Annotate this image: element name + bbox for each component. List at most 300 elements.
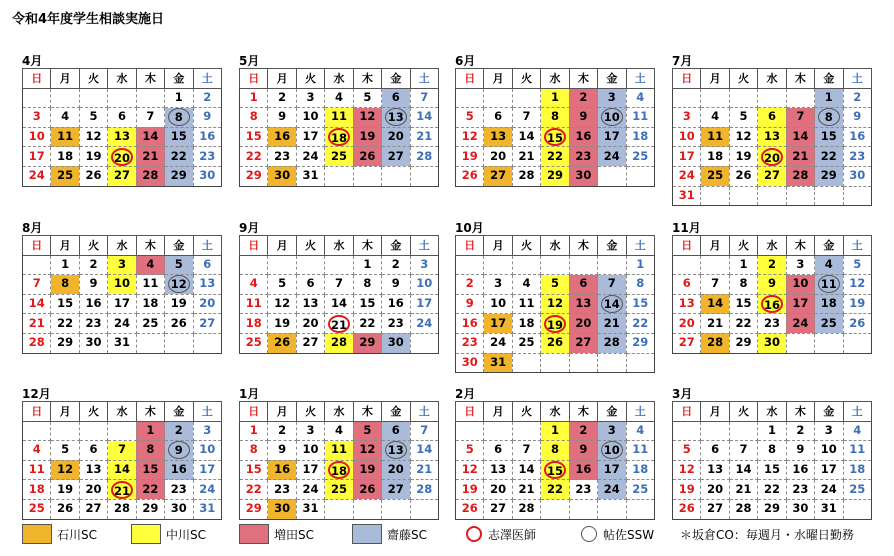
day-cell (193, 255, 221, 275)
day-number: 17 (28, 148, 45, 163)
day-number: 14 (601, 295, 623, 313)
day-number: 29 (170, 168, 187, 183)
day-number: 15 (763, 462, 780, 477)
empty-day-cell (512, 353, 540, 373)
legend-swatch-masuda (239, 524, 269, 544)
day-number: 10 (601, 441, 623, 459)
day-cell (786, 127, 814, 147)
day-cell (79, 333, 107, 353)
day-number: 27 (763, 168, 780, 183)
day-cell (815, 499, 843, 519)
day-cell (843, 480, 871, 500)
day-number: 11 (818, 275, 840, 293)
day-cell (843, 441, 871, 461)
day-cell (382, 314, 410, 334)
day-cell (193, 421, 221, 441)
day-cell (598, 480, 626, 500)
day-number: 25 (707, 168, 724, 183)
day-number: 24 (199, 481, 216, 496)
day-cell (512, 294, 540, 314)
empty-day-cell (410, 499, 438, 519)
day-cell (598, 147, 626, 167)
day-cell (51, 275, 79, 295)
day-cell (296, 275, 324, 295)
day-cell (541, 441, 569, 461)
day-number: 26 (461, 168, 478, 183)
day-number: 2 (278, 89, 287, 104)
day-number: 4 (334, 422, 343, 437)
day-number: 19 (544, 315, 566, 333)
day-number: 18 (328, 128, 350, 146)
day-cell (382, 88, 410, 108)
empty-day-cell (673, 421, 701, 441)
empty-day-cell (626, 353, 654, 373)
day-number: 4 (146, 256, 155, 271)
day-cell (456, 166, 484, 186)
weekday-header: 火 (296, 69, 324, 89)
day-cell (410, 147, 438, 167)
weekday-header: 月 (51, 236, 79, 256)
day-cell (758, 127, 786, 147)
weekday-header: 土 (193, 69, 221, 89)
day-cell (165, 441, 193, 461)
day-cell (353, 88, 381, 108)
day-cell (729, 147, 757, 167)
day-number: 26 (359, 148, 376, 163)
day-number: 13 (385, 108, 407, 126)
day-number: 24 (792, 315, 809, 330)
day-number: 15 (544, 128, 566, 146)
day-number: 14 (518, 129, 535, 144)
day-number: 7 (334, 276, 343, 291)
day-number: 18 (707, 148, 724, 163)
legend-nakagawa (131, 522, 206, 546)
day-number: 6 (203, 256, 212, 271)
day-number: 5 (739, 109, 748, 124)
day-cell (541, 147, 569, 167)
empty-day-cell (701, 421, 729, 441)
day-cell (193, 480, 221, 500)
day-number: 13 (113, 129, 130, 144)
day-number: 8 (739, 276, 748, 291)
day-cell (729, 166, 757, 186)
day-number: 14 (707, 296, 724, 311)
empty-day-cell (701, 88, 729, 108)
day-number: 15 (632, 296, 649, 311)
day-cell (815, 460, 843, 480)
day-cell (136, 294, 164, 314)
day-cell (815, 108, 843, 128)
day-number: 20 (490, 481, 507, 496)
day-cell (240, 441, 268, 461)
day-cell (193, 166, 221, 186)
day-number: 14 (518, 462, 535, 477)
day-number: 23 (387, 315, 404, 330)
day-cell (673, 460, 701, 480)
day-number: 1 (249, 89, 258, 104)
month-label: 6月 (455, 54, 476, 68)
day-cell (569, 147, 597, 167)
day-cell (673, 441, 701, 461)
day-cell (626, 275, 654, 295)
empty-day-cell (512, 88, 540, 108)
day-number: 1 (824, 89, 833, 104)
weekday-header: 水 (541, 402, 569, 422)
day-cell (512, 499, 540, 519)
day-cell (23, 127, 51, 147)
day-cell (541, 166, 569, 186)
day-cell (569, 294, 597, 314)
day-number: 13 (302, 296, 319, 311)
weekday-header: 木 (786, 402, 814, 422)
day-number: 16 (575, 462, 592, 477)
day-number: 14 (416, 109, 433, 124)
day-number: 31 (199, 501, 216, 516)
day-cell (353, 314, 381, 334)
day-number: 4 (711, 109, 720, 124)
day-cell (541, 480, 569, 500)
day-number: 12 (461, 462, 478, 477)
day-cell (23, 166, 51, 186)
day-number: 18 (632, 129, 649, 144)
day-number: 15 (820, 129, 837, 144)
day-number: 2 (853, 89, 862, 104)
day-number: 7 (420, 89, 429, 104)
day-number: 5 (278, 276, 287, 291)
day-cell (108, 480, 136, 500)
day-cell (296, 166, 324, 186)
day-number: 21 (111, 481, 133, 499)
day-number: 1 (146, 422, 155, 437)
empty-day-cell (843, 333, 871, 353)
day-cell (79, 147, 107, 167)
day-number: 7 (796, 109, 805, 124)
day-cell (136, 166, 164, 186)
day-cell (815, 166, 843, 186)
day-cell (79, 441, 107, 461)
day-number: 23 (792, 481, 809, 496)
day-cell (382, 275, 410, 295)
day-number: 19 (359, 129, 376, 144)
day-cell (673, 108, 701, 128)
empty-day-cell (108, 88, 136, 108)
day-number: 13 (678, 296, 695, 311)
day-number: 4 (32, 442, 41, 457)
day-number: 7 (522, 109, 531, 124)
day-cell (382, 480, 410, 500)
gray-ring-icon (581, 526, 597, 542)
day-cell (51, 314, 79, 334)
day-cell (240, 166, 268, 186)
day-number: 21 (735, 481, 752, 496)
day-cell (456, 294, 484, 314)
day-number: 7 (117, 442, 126, 457)
day-cell (598, 275, 626, 295)
day-cell (353, 127, 381, 147)
day-number: 2 (203, 89, 212, 104)
day-cell (268, 333, 296, 353)
day-number: 30 (792, 501, 809, 516)
day-cell (79, 255, 107, 275)
day-number: 5 (550, 276, 559, 291)
day-number: 1 (550, 89, 559, 104)
day-number: 7 (420, 422, 429, 437)
empty-day-cell (729, 186, 757, 206)
legend-swatch-ishikawa (22, 524, 52, 544)
day-number: 9 (579, 442, 588, 457)
day-cell (701, 480, 729, 500)
day-number: 6 (391, 89, 400, 104)
weekday-header: 火 (79, 236, 107, 256)
day-cell (484, 294, 512, 314)
day-cell (240, 480, 268, 500)
day-number: 30 (387, 335, 404, 350)
day-cell (165, 314, 193, 334)
day-number: 10 (416, 276, 433, 291)
day-cell (673, 147, 701, 167)
day-number: 21 (142, 148, 159, 163)
weekday-header: 日 (240, 236, 268, 256)
day-cell (758, 147, 786, 167)
day-cell (843, 275, 871, 295)
month-table (455, 401, 655, 520)
weekday-header: 木 (353, 402, 381, 422)
day-cell (786, 441, 814, 461)
day-cell (512, 441, 540, 461)
day-number: 1 (61, 256, 70, 271)
day-cell (598, 88, 626, 108)
empty-day-cell (569, 255, 597, 275)
day-number: 27 (387, 481, 404, 496)
day-cell (598, 421, 626, 441)
day-number: 17 (113, 296, 130, 311)
day-cell (701, 147, 729, 167)
day-number: 9 (391, 276, 400, 291)
day-cell (541, 460, 569, 480)
day-cell (193, 460, 221, 480)
day-number: 24 (113, 315, 130, 330)
day-cell (701, 499, 729, 519)
day-cell (296, 480, 324, 500)
day-cell (484, 441, 512, 461)
day-number: 23 (170, 481, 187, 496)
day-number: 28 (28, 335, 45, 350)
day-cell (240, 460, 268, 480)
weekday-header: 月 (701, 69, 729, 89)
empty-day-cell (598, 353, 626, 373)
weekday-header: 木 (136, 236, 164, 256)
empty-day-cell (786, 186, 814, 206)
empty-day-cell (325, 255, 353, 275)
day-cell (240, 88, 268, 108)
day-cell (701, 294, 729, 314)
day-number: 13 (490, 462, 507, 477)
day-cell (729, 275, 757, 295)
empty-day-cell (758, 88, 786, 108)
weekday-header: 木 (136, 402, 164, 422)
day-number: 25 (28, 501, 45, 516)
day-number: 17 (416, 296, 433, 311)
day-cell (484, 353, 512, 373)
day-number: 22 (632, 315, 649, 330)
day-cell (569, 108, 597, 128)
day-number: 7 (146, 109, 155, 124)
day-cell (240, 421, 268, 441)
day-cell (325, 88, 353, 108)
day-number: 14 (113, 462, 130, 477)
day-number: 15 (359, 296, 376, 311)
empty-day-cell (786, 88, 814, 108)
day-cell (456, 147, 484, 167)
day-number: 11 (330, 442, 347, 457)
weekday-header: 火 (296, 402, 324, 422)
day-cell (729, 480, 757, 500)
day-number: 30 (575, 168, 592, 183)
day-cell (165, 294, 193, 314)
day-cell (165, 421, 193, 441)
day-number: 23 (461, 335, 478, 350)
day-cell (79, 127, 107, 147)
day-number: 30 (85, 335, 102, 350)
month-table (455, 235, 655, 373)
empty-day-cell (512, 255, 540, 275)
day-cell (729, 314, 757, 334)
month-label: 3月 (672, 387, 693, 401)
day-number: 29 (245, 501, 262, 516)
day-cell (758, 499, 786, 519)
day-cell (240, 333, 268, 353)
day-number: 17 (792, 296, 809, 311)
day-number: 12 (359, 109, 376, 124)
empty-day-cell (353, 499, 381, 519)
day-cell (626, 441, 654, 461)
empty-day-cell (108, 421, 136, 441)
day-cell (51, 441, 79, 461)
day-cell (598, 294, 626, 314)
day-number: 24 (302, 148, 319, 163)
day-cell (843, 127, 871, 147)
month-label: 10月 (455, 221, 484, 235)
day-number: 25 (820, 315, 837, 330)
day-cell (382, 441, 410, 461)
day-number: 23 (274, 148, 291, 163)
day-number: 17 (302, 462, 319, 477)
day-number: 17 (302, 129, 319, 144)
day-number: 7 (522, 442, 531, 457)
day-number: 6 (711, 442, 720, 457)
day-cell (410, 441, 438, 461)
day-cell (79, 294, 107, 314)
empty-day-cell (626, 166, 654, 186)
weekday-header: 木 (569, 69, 597, 89)
day-cell (569, 88, 597, 108)
day-number: 27 (302, 335, 319, 350)
day-cell (268, 460, 296, 480)
day-cell (701, 275, 729, 295)
day-number: 5 (61, 442, 70, 457)
day-number: 22 (57, 315, 74, 330)
day-cell (325, 294, 353, 314)
day-cell (843, 294, 871, 314)
day-number: 25 (518, 335, 535, 350)
day-number: 24 (678, 168, 695, 183)
day-number: 11 (142, 276, 159, 291)
day-cell (23, 480, 51, 500)
day-number: 16 (792, 462, 809, 477)
empty-day-cell (382, 166, 410, 186)
day-number: 28 (707, 335, 724, 350)
day-cell (786, 294, 814, 314)
month-table (239, 235, 439, 354)
day-number: 5 (465, 109, 474, 124)
day-cell (673, 127, 701, 147)
day-number: 29 (632, 335, 649, 350)
day-number: 14 (142, 129, 159, 144)
day-cell (382, 421, 410, 441)
month-table (239, 68, 439, 187)
day-number: 2 (89, 256, 98, 271)
day-number: 20 (85, 481, 102, 496)
day-number: 15 (245, 129, 262, 144)
day-cell (815, 480, 843, 500)
day-cell (626, 147, 654, 167)
day-number: 9 (767, 276, 776, 291)
weekday-header: 月 (484, 236, 512, 256)
day-number: 11 (632, 442, 649, 457)
day-number: 27 (85, 501, 102, 516)
day-number: 8 (636, 276, 645, 291)
day-cell (729, 255, 757, 275)
empty-day-cell (758, 186, 786, 206)
day-cell (673, 186, 701, 206)
day-number: 19 (849, 296, 866, 311)
day-cell (108, 441, 136, 461)
weekday-header: 金 (382, 236, 410, 256)
day-number: 3 (420, 256, 429, 271)
day-number: 20 (302, 315, 319, 330)
legend-saito (352, 522, 427, 546)
day-number: 28 (330, 335, 347, 350)
day-cell (193, 108, 221, 128)
weekday-header: 月 (51, 402, 79, 422)
day-number: 28 (416, 148, 433, 163)
day-cell (193, 499, 221, 519)
day-cell (193, 147, 221, 167)
day-number: 26 (85, 168, 102, 183)
day-cell (541, 421, 569, 441)
day-number: 19 (57, 481, 74, 496)
day-cell (701, 127, 729, 147)
day-cell (268, 294, 296, 314)
month-label: 11月 (672, 221, 701, 235)
day-number: 17 (199, 462, 216, 477)
day-cell (410, 275, 438, 295)
day-cell (701, 108, 729, 128)
day-number: 7 (32, 276, 41, 291)
day-number: 2 (579, 89, 588, 104)
day-number: 20 (707, 481, 724, 496)
day-number: 3 (607, 422, 616, 437)
empty-day-cell (296, 255, 324, 275)
weekday-header: 水 (541, 69, 569, 89)
day-number: 22 (763, 481, 780, 496)
weekday-header: 月 (701, 402, 729, 422)
weekday-header: 月 (484, 402, 512, 422)
weekday-header: 日 (240, 69, 268, 89)
empty-day-cell (136, 88, 164, 108)
day-number: 28 (735, 501, 752, 516)
day-number: 22 (359, 315, 376, 330)
